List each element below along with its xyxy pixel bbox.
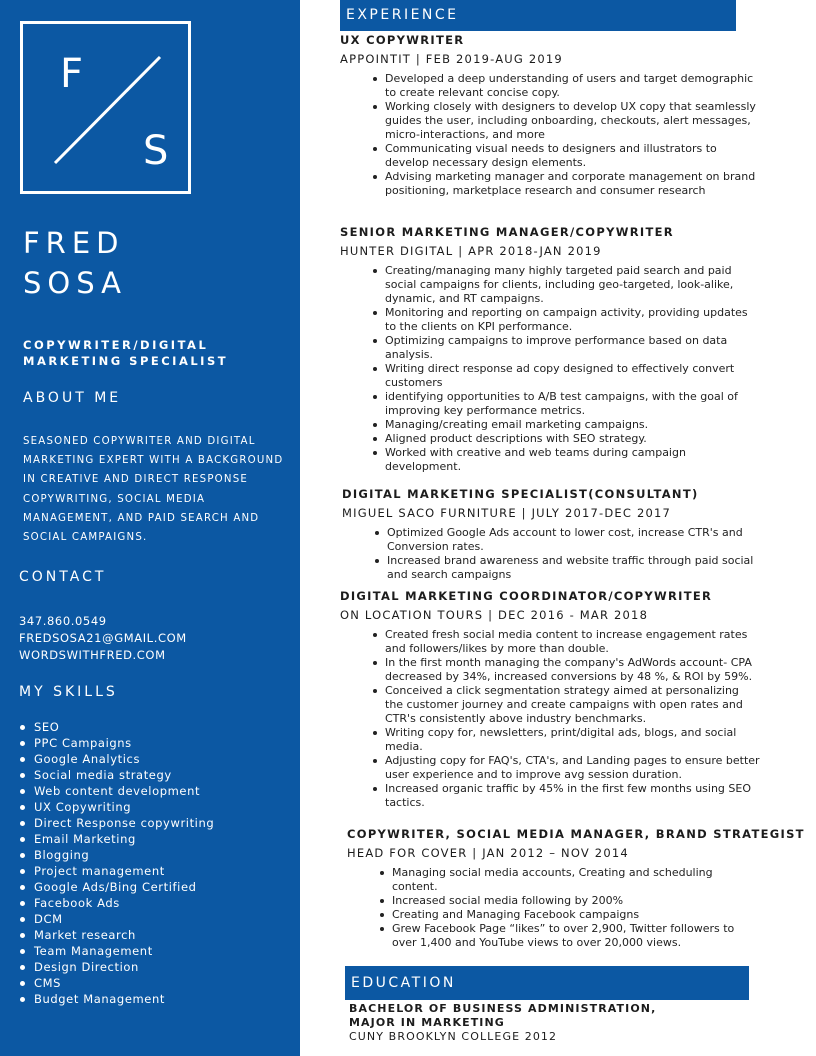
- job-bullets: [340, 628, 760, 810]
- bullet-item: Increased brand awareness and website traffic through paid social and search campaigns: [371, 554, 762, 582]
- job-entry: [342, 487, 762, 582]
- bullet-item: identifying opportunities to A/B test campaigns, with the goal of improving key performance metrics.: [369, 390, 760, 418]
- job-bullets: [340, 72, 760, 198]
- job-entry: [347, 827, 805, 950]
- skills-list: [19, 719, 214, 1007]
- monogram-slash: [23, 24, 194, 197]
- job-company: HEAD FOR COVER | JAN 2012 – NOV 2014: [347, 846, 629, 860]
- job-entry: [340, 589, 760, 810]
- job-entry: [340, 225, 760, 474]
- monogram-logo: [20, 21, 191, 194]
- phone-number: 347.860.0549: [19, 614, 107, 628]
- bullet-item: Communicating visual needs to designers and illustrators to develop necessary design elements.: [369, 142, 760, 170]
- bullet-item: Managing/creating email marketing campaigns.: [369, 418, 760, 432]
- subtitle-line-1: COPYWRITER/DIGITAL: [23, 338, 209, 352]
- bullet-item: Writing direct response ad copy designed to effectively convert customers: [369, 362, 760, 390]
- contact-heading: CONTACT: [19, 569, 107, 585]
- job-bullets: [340, 264, 760, 474]
- education-entry: [349, 1002, 656, 1044]
- bullet-item: Increased organic traffic by 45% in the first few months using SEO tactics.: [369, 782, 760, 810]
- website-link: WORDSWITHFRED.COM: [19, 648, 166, 662]
- bullet-item: Aligned product descriptions with SEO strategy.: [369, 432, 760, 446]
- skill-item: Team Management: [19, 943, 214, 959]
- job-subtitle: [23, 337, 293, 369]
- email-address: FREDSOSA21@GMAIL.COM: [19, 631, 187, 645]
- bullet-item: Conceived a click segmentation strategy aimed at personalizing the customer journey and create campaigns with open rates and CTR's consistently above industry benchmarks.: [369, 684, 760, 726]
- job-title: UX COPYWRITER: [340, 33, 465, 47]
- skill-item: Google Ads/Bing Certified: [19, 879, 214, 895]
- about-text: SEASONED COPYWRITER AND DIGITAL MARKETING EXPERT WITH A BACKGROUND IN CREATIVE AND DIRECT RESPONSE COPYWRITING, SOCIAL MEDIA MANAGEMENT, AND PAID SEARCH AND SOCIAL CAMPAIGNS.: [23, 436, 284, 544]
- job-title: COPYWRITER, SOCIAL MEDIA MANAGER, BRAND STRATEGIST: [347, 827, 805, 841]
- bullet-item: Increased social media following by 200%: [376, 894, 752, 908]
- degree-line-1: BACHELOR OF BUSINESS ADMINISTRATION,: [349, 1002, 657, 1015]
- bullet-item: In the first month managing the company's AdWords account- CPA decreased by 34%, increased conversions by 48 %, & ROI by 59%.: [369, 656, 760, 684]
- skill-item: Market research: [19, 927, 214, 943]
- monogram-last-initial: S: [143, 128, 169, 174]
- skill-item: Facebook Ads: [19, 895, 214, 911]
- school-name: CUNY BROOKLYN COLLEGE 2012: [349, 1030, 558, 1043]
- last-name: SOSA: [23, 266, 128, 300]
- skill-item: Blogging: [19, 847, 214, 863]
- job-bullets: [342, 526, 762, 582]
- skill-item: Design Direction: [19, 959, 214, 975]
- job-entry: [340, 33, 760, 198]
- skill-item: Email Marketing: [19, 831, 214, 847]
- skill-item: PPC Campaigns: [19, 735, 214, 751]
- bullet-item: Writing copy for, newsletters, print/digital ads, blogs, and social media.: [369, 726, 760, 754]
- skill-item: SEO: [19, 719, 214, 735]
- bullet-item: Creating/managing many highly targeted paid search and paid social campaigns for clients, including geo-targeted, look-alike, dynamic, and RT campaigns.: [369, 264, 760, 306]
- job-title: DIGITAL MARKETING SPECIALIST(CONSULTANT): [342, 487, 699, 501]
- subtitle-line-2: MARKETING SPECIALIST: [23, 354, 229, 368]
- education-heading: EDUCATION: [345, 966, 749, 1000]
- skill-item: Project management: [19, 863, 214, 879]
- skill-item: Budget Management: [19, 991, 214, 1007]
- bullet-item: Working closely with designers to develop UX copy that seamlessly guides the user, including onboarding, checkouts, alert messages, micro-interactions, and more: [369, 100, 760, 142]
- skill-item: Web content development: [19, 783, 214, 799]
- job-bullets: [347, 866, 752, 950]
- skill-item: DCM: [19, 911, 214, 927]
- experience-heading: EXPERIENCE: [340, 0, 736, 31]
- bullet-item: Worked with creative and web teams during campaign development.: [369, 446, 760, 474]
- bullet-item: Creating and Managing Facebook campaigns: [376, 908, 752, 922]
- skill-item: UX Copywriting: [19, 799, 214, 815]
- bullet-item: Monitoring and reporting on campaign activity, providing updates to the clients on KPI performance.: [369, 306, 760, 334]
- contact-info: [19, 613, 187, 664]
- job-title: DIGITAL MARKETING COORDINATOR/COPYWRITER: [340, 589, 713, 603]
- job-company: HUNTER DIGITAL | APR 2018-JAN 2019: [340, 244, 602, 258]
- first-name: FRED: [23, 226, 125, 260]
- bullet-item: Optimized Google Ads account to lower cost, increase CTR's and Conversion rates.: [371, 526, 762, 554]
- job-company: MIGUEL SACO FURNITURE | JULY 2017-DEC 2017: [342, 506, 672, 520]
- job-company: ON LOCATION TOURS | DEC 2016 - MAR 2018: [340, 608, 649, 622]
- skill-item: CMS: [19, 975, 214, 991]
- skills-heading: MY SKILLS: [19, 684, 118, 700]
- skill-item: Google Analytics: [19, 751, 214, 767]
- sidebar: [0, 0, 300, 1056]
- about-heading: ABOUT ME: [23, 390, 122, 406]
- bullet-item: Optimizing campaigns to improve performance based on data analysis.: [369, 334, 760, 362]
- job-company: APPOINTIT | FEB 2019-AUG 2019: [340, 52, 563, 66]
- job-title: SENIOR MARKETING MANAGER/COPYWRITER: [340, 225, 674, 239]
- bullet-item: Adjusting copy for FAQ's, CTA's, and Landing pages to ensure better user experience and to improve avg session duration.: [369, 754, 760, 782]
- skill-item: Direct Response copywriting: [19, 815, 214, 831]
- bullet-item: Developed a deep understanding of users and target demographic to create relevant concise copy.: [369, 72, 760, 100]
- degree-line-2: MAJOR IN MARKETING: [349, 1016, 505, 1029]
- bullet-item: Grew Facebook Page “likes” to over 2,900, Twitter followers to over 1,400 and YouTube views to over 20,000 views.: [376, 922, 752, 950]
- bullet-item: Created fresh social media content to increase engagement rates and followers/likes by more than double.: [369, 628, 760, 656]
- bullet-item: Managing social media accounts, Creating and scheduling content.: [376, 866, 752, 894]
- skill-item: Social media strategy: [19, 767, 214, 783]
- bullet-item: Advising marketing manager and corporate management on brand positioning, marketplace research and consumer research: [369, 170, 760, 198]
- monogram-first-initial: F: [60, 51, 84, 97]
